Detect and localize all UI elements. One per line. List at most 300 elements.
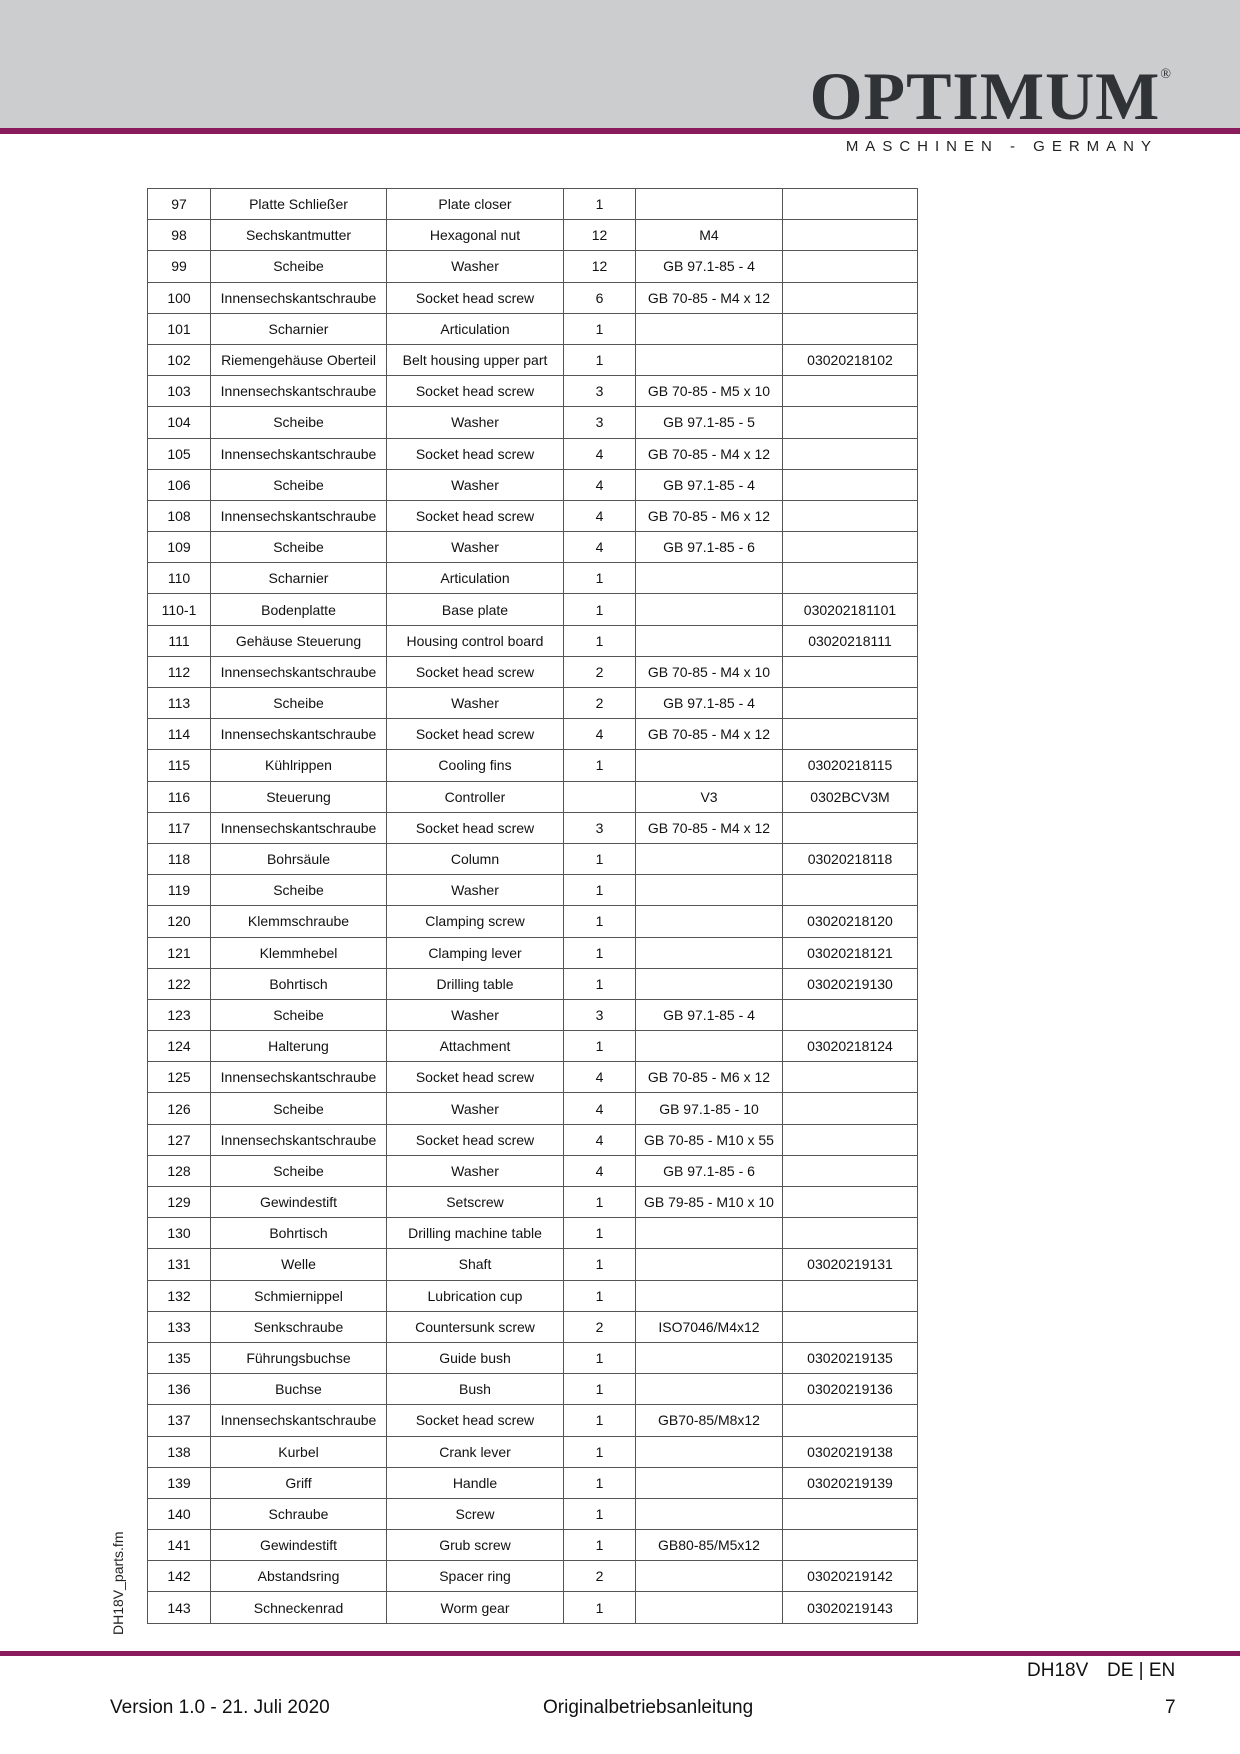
table-row — [148, 500, 918, 531]
quantity-cell: 1 — [564, 1498, 636, 1529]
quantity-cell — [564, 781, 636, 812]
size-cell — [636, 1561, 783, 1592]
table-row — [148, 407, 918, 438]
table-row — [148, 843, 918, 874]
pos-cell: 117 — [148, 812, 211, 843]
item-number-cell — [783, 189, 918, 220]
english-name-cell: Cooling fins — [387, 750, 564, 781]
item-number-cell — [783, 313, 918, 344]
item-number-cell — [783, 1155, 918, 1186]
quantity-cell: 12 — [564, 251, 636, 282]
size-cell: GB70-85/M8x12 — [636, 1405, 783, 1436]
english-name-cell: Washer — [387, 1093, 564, 1124]
german-name-cell: Innensechskantschraube — [211, 656, 387, 687]
german-name-cell: Innensechskantschraube — [211, 282, 387, 313]
quantity-cell: 1 — [564, 1249, 636, 1280]
pos-cell: 124 — [148, 1031, 211, 1062]
english-name-cell: Setscrew — [387, 1187, 564, 1218]
english-name-cell: Socket head screw — [387, 1062, 564, 1093]
table-row — [148, 1561, 918, 1592]
table-row — [148, 594, 918, 625]
size-cell — [636, 625, 783, 656]
table-row — [148, 1311, 918, 1342]
item-number-cell: 030202181101 — [783, 594, 918, 625]
table-row — [148, 532, 918, 563]
quantity-cell: 1 — [564, 1187, 636, 1218]
german-name-cell: Gewindestift — [211, 1187, 387, 1218]
quantity-cell: 4 — [564, 719, 636, 750]
pos-cell: 129 — [148, 1187, 211, 1218]
quantity-cell: 1 — [564, 313, 636, 344]
german-name-cell: Schneckenrad — [211, 1592, 387, 1623]
item-number-cell: 0302BCV3M — [783, 781, 918, 812]
table-row — [148, 625, 918, 656]
english-name-cell: Hexagonal nut — [387, 220, 564, 251]
pos-cell: 120 — [148, 906, 211, 937]
german-name-cell: Scheibe — [211, 407, 387, 438]
german-name-cell: Schraube — [211, 1498, 387, 1529]
english-name-cell: Socket head screw — [387, 1124, 564, 1155]
german-name-cell: Abstandsring — [211, 1561, 387, 1592]
pos-cell: 103 — [148, 376, 211, 407]
item-number-cell — [783, 407, 918, 438]
item-number-cell: 03020219143 — [783, 1592, 918, 1623]
table-row — [148, 937, 918, 968]
logo-tagline: MASCHINEN - GERMANY — [845, 138, 1158, 155]
german-name-cell: Führungsbuchse — [211, 1342, 387, 1373]
quantity-cell: 2 — [564, 688, 636, 719]
item-number-cell — [783, 1311, 918, 1342]
table-row — [148, 906, 918, 937]
item-number-cell — [783, 500, 918, 531]
size-cell: GB 70-85 - M4 x 10 — [636, 656, 783, 687]
item-number-cell — [783, 1280, 918, 1311]
item-number-cell: 03020218124 — [783, 1031, 918, 1062]
table-row — [148, 1062, 918, 1093]
table-row — [148, 1374, 918, 1405]
english-name-cell: Articulation — [387, 313, 564, 344]
german-name-cell: Innensechskantschraube — [211, 1124, 387, 1155]
english-name-cell: Socket head screw — [387, 656, 564, 687]
pos-cell: 121 — [148, 937, 211, 968]
table-row — [148, 719, 918, 750]
german-name-cell: Scheibe — [211, 469, 387, 500]
german-name-cell: Steuerung — [211, 781, 387, 812]
registered-mark: ® — [1160, 67, 1172, 82]
german-name-cell: Scheibe — [211, 532, 387, 563]
size-cell — [636, 937, 783, 968]
german-name-cell: Kurbel — [211, 1436, 387, 1467]
table-row — [148, 781, 918, 812]
item-number-cell: 03020219139 — [783, 1467, 918, 1498]
item-number-cell: 03020219135 — [783, 1342, 918, 1373]
size-cell: GB 97.1-85 - 4 — [636, 688, 783, 719]
german-name-cell: Bohrtisch — [211, 1218, 387, 1249]
english-name-cell: Bush — [387, 1374, 564, 1405]
quantity-cell: 4 — [564, 1155, 636, 1186]
language-indicator: DE | EN — [1107, 1660, 1176, 1681]
size-cell — [636, 843, 783, 874]
size-cell — [636, 968, 783, 999]
pos-cell: 112 — [148, 656, 211, 687]
quantity-cell: 3 — [564, 999, 636, 1030]
quantity-cell: 3 — [564, 812, 636, 843]
german-name-cell: Griff — [211, 1467, 387, 1498]
quantity-cell: 6 — [564, 282, 636, 313]
english-name-cell: Shaft — [387, 1249, 564, 1280]
table-row — [148, 999, 918, 1030]
pos-cell: 119 — [148, 875, 211, 906]
item-number-cell: 03020219130 — [783, 968, 918, 999]
quantity-cell: 1 — [564, 625, 636, 656]
size-cell — [636, 750, 783, 781]
quantity-cell: 2 — [564, 1311, 636, 1342]
german-name-cell: Bodenplatte — [211, 594, 387, 625]
english-name-cell: Crank lever — [387, 1436, 564, 1467]
german-name-cell: Scheibe — [211, 875, 387, 906]
pos-cell: 131 — [148, 1249, 211, 1280]
quantity-cell: 4 — [564, 532, 636, 563]
table-row — [148, 189, 918, 220]
english-name-cell: Drilling table — [387, 968, 564, 999]
english-name-cell: Housing control board — [387, 625, 564, 656]
quantity-cell: 4 — [564, 1093, 636, 1124]
model-name: DH18V — [1027, 1660, 1089, 1681]
size-cell: GB 70-85 - M4 x 12 — [636, 282, 783, 313]
size-cell — [636, 1436, 783, 1467]
side-filename: DH18V_parts.fm — [110, 1531, 126, 1635]
quantity-cell: 2 — [564, 1561, 636, 1592]
pos-cell: 141 — [148, 1530, 211, 1561]
table-row — [148, 1124, 918, 1155]
size-cell — [636, 1342, 783, 1373]
quantity-cell: 1 — [564, 1530, 636, 1561]
item-number-cell: 03020219142 — [783, 1561, 918, 1592]
german-name-cell: Klemmhebel — [211, 937, 387, 968]
german-name-cell: Buchse — [211, 1374, 387, 1405]
size-cell — [636, 563, 783, 594]
version-date: Version 1.0 - 21. Juli 2020 — [110, 1697, 330, 1718]
english-name-cell: Washer — [387, 532, 564, 563]
german-name-cell: Innensechskantschraube — [211, 812, 387, 843]
item-number-cell: 03020218115 — [783, 750, 918, 781]
quantity-cell: 1 — [564, 968, 636, 999]
size-cell — [636, 1592, 783, 1623]
item-number-cell — [783, 220, 918, 251]
german-name-cell: Scheibe — [211, 688, 387, 719]
size-cell: V3 — [636, 781, 783, 812]
pos-cell: 110 — [148, 563, 211, 594]
quantity-cell: 1 — [564, 594, 636, 625]
quantity-cell: 1 — [564, 1218, 636, 1249]
table-row — [148, 220, 918, 251]
size-cell: GB 97.1-85 - 10 — [636, 1093, 783, 1124]
size-cell: GB 97.1-85 - 4 — [636, 251, 783, 282]
item-number-cell — [783, 719, 918, 750]
item-number-cell: 03020219138 — [783, 1436, 918, 1467]
item-number-cell — [783, 1062, 918, 1093]
pos-cell: 108 — [148, 500, 211, 531]
size-cell — [636, 594, 783, 625]
english-name-cell: Drilling machine table — [387, 1218, 564, 1249]
german-name-cell: Innensechskantschraube — [211, 500, 387, 531]
size-cell: GB 70-85 - M6 x 12 — [636, 500, 783, 531]
quantity-cell: 1 — [564, 1405, 636, 1436]
pos-cell: 130 — [148, 1218, 211, 1249]
document-title: Originalbetriebsanleitung — [543, 1697, 754, 1718]
english-name-cell: Washer — [387, 688, 564, 719]
table-row — [148, 251, 918, 282]
item-number-cell — [783, 282, 918, 313]
pos-cell: 104 — [148, 407, 211, 438]
item-number-cell — [783, 563, 918, 594]
quantity-cell: 1 — [564, 1342, 636, 1373]
english-name-cell: Washer — [387, 875, 564, 906]
english-name-cell: Socket head screw — [387, 282, 564, 313]
size-cell: ISO7046/M4x12 — [636, 1311, 783, 1342]
item-number-cell: 03020218121 — [783, 937, 918, 968]
size-cell — [636, 1280, 783, 1311]
english-name-cell: Washer — [387, 407, 564, 438]
pos-cell: 128 — [148, 1155, 211, 1186]
english-name-cell: Countersunk screw — [387, 1311, 564, 1342]
table-row — [148, 344, 918, 375]
table-row — [148, 563, 918, 594]
item-number-cell — [783, 1093, 918, 1124]
pos-cell: 101 — [148, 313, 211, 344]
english-name-cell: Screw — [387, 1498, 564, 1529]
german-name-cell: Innensechskantschraube — [211, 438, 387, 469]
size-cell — [636, 1467, 783, 1498]
english-name-cell: Clamping screw — [387, 906, 564, 937]
table-row — [148, 1467, 918, 1498]
item-number-cell: 03020219136 — [783, 1374, 918, 1405]
quantity-cell: 1 — [564, 1436, 636, 1467]
pos-cell: 135 — [148, 1342, 211, 1373]
english-name-cell: Washer — [387, 469, 564, 500]
quantity-cell: 3 — [564, 376, 636, 407]
english-name-cell: Socket head screw — [387, 719, 564, 750]
table-row — [148, 469, 918, 500]
size-cell — [636, 875, 783, 906]
pos-cell: 138 — [148, 1436, 211, 1467]
size-cell: GB 97.1-85 - 4 — [636, 999, 783, 1030]
pos-cell: 106 — [148, 469, 211, 500]
quantity-cell: 4 — [564, 1062, 636, 1093]
parts-table-body — [148, 189, 918, 1624]
english-name-cell: Articulation — [387, 563, 564, 594]
table-row — [148, 688, 918, 719]
table-row — [148, 656, 918, 687]
german-name-cell: Welle — [211, 1249, 387, 1280]
table-row — [148, 313, 918, 344]
size-cell — [636, 344, 783, 375]
item-number-cell — [783, 1218, 918, 1249]
german-name-cell: Gewindestift — [211, 1530, 387, 1561]
size-cell — [636, 313, 783, 344]
table-row — [148, 1280, 918, 1311]
pos-cell: 98 — [148, 220, 211, 251]
pos-cell: 102 — [148, 344, 211, 375]
table-row — [148, 1155, 918, 1186]
size-cell: GB 70-85 - M5 x 10 — [636, 376, 783, 407]
item-number-cell — [783, 688, 918, 719]
english-name-cell: Guide bush — [387, 1342, 564, 1373]
german-name-cell: Schmiernippel — [211, 1280, 387, 1311]
german-name-cell: Bohrtisch — [211, 968, 387, 999]
pos-cell: 132 — [148, 1280, 211, 1311]
quantity-cell: 3 — [564, 407, 636, 438]
item-number-cell — [783, 1124, 918, 1155]
logo-text: OPTIMUM — [809, 58, 1161, 134]
size-cell: M4 — [636, 220, 783, 251]
german-name-cell: Sechskantmutter — [211, 220, 387, 251]
pos-cell: 137 — [148, 1405, 211, 1436]
size-cell: GB 97.1-85 - 4 — [636, 469, 783, 500]
size-cell: GB80-85/M5x12 — [636, 1530, 783, 1561]
pos-cell: 99 — [148, 251, 211, 282]
english-name-cell: Handle — [387, 1467, 564, 1498]
table-row — [148, 875, 918, 906]
pos-cell: 139 — [148, 1467, 211, 1498]
english-name-cell: Socket head screw — [387, 376, 564, 407]
table-row — [148, 1530, 918, 1561]
table-row — [148, 438, 918, 469]
item-number-cell — [783, 438, 918, 469]
english-name-cell: Socket head screw — [387, 500, 564, 531]
item-number-cell: 03020218120 — [783, 906, 918, 937]
table-row — [148, 1405, 918, 1436]
quantity-cell: 4 — [564, 469, 636, 500]
size-cell — [636, 1218, 783, 1249]
size-cell — [636, 1374, 783, 1405]
pos-cell: 127 — [148, 1124, 211, 1155]
item-number-cell — [783, 251, 918, 282]
table-row — [148, 968, 918, 999]
german-name-cell: Innensechskantschraube — [211, 376, 387, 407]
german-name-cell: Scheibe — [211, 251, 387, 282]
quantity-cell: 4 — [564, 438, 636, 469]
english-name-cell: Column — [387, 843, 564, 874]
quantity-cell: 1 — [564, 906, 636, 937]
size-cell: GB 97.1-85 - 6 — [636, 532, 783, 563]
quantity-cell: 1 — [564, 1031, 636, 1062]
english-name-cell: Spacer ring — [387, 1561, 564, 1592]
size-cell: GB 70-85 - M4 x 12 — [636, 719, 783, 750]
german-name-cell: Senkschraube — [211, 1311, 387, 1342]
german-name-cell: Platte Schließer — [211, 189, 387, 220]
pos-cell: 116 — [148, 781, 211, 812]
pos-cell: 125 — [148, 1062, 211, 1093]
table-row — [148, 1187, 918, 1218]
quantity-cell: 12 — [564, 220, 636, 251]
size-cell — [636, 906, 783, 937]
quantity-cell: 2 — [564, 656, 636, 687]
quantity-cell: 4 — [564, 1124, 636, 1155]
item-number-cell — [783, 1498, 918, 1529]
pos-cell: 126 — [148, 1093, 211, 1124]
german-name-cell: Innensechskantschraube — [211, 719, 387, 750]
pos-cell: 114 — [148, 719, 211, 750]
english-name-cell: Grub screw — [387, 1530, 564, 1561]
english-name-cell: Washer — [387, 999, 564, 1030]
pos-cell: 109 — [148, 532, 211, 563]
quantity-cell: 4 — [564, 500, 636, 531]
pos-cell: 140 — [148, 1498, 211, 1529]
table-row — [148, 1031, 918, 1062]
english-name-cell: Base plate — [387, 594, 564, 625]
german-name-cell: Kühlrippen — [211, 750, 387, 781]
size-cell — [636, 1498, 783, 1529]
quantity-cell: 1 — [564, 875, 636, 906]
item-number-cell: 03020218111 — [783, 625, 918, 656]
quantity-cell: 1 — [564, 1592, 636, 1623]
quantity-cell: 1 — [564, 344, 636, 375]
table-row — [148, 1249, 918, 1280]
quantity-cell: 1 — [564, 750, 636, 781]
quantity-cell: 1 — [564, 563, 636, 594]
german-name-cell: Scharnier — [211, 563, 387, 594]
german-name-cell: Gehäuse Steuerung — [211, 625, 387, 656]
item-number-cell — [783, 376, 918, 407]
german-name-cell: Innensechskantschraube — [211, 1405, 387, 1436]
table-row — [148, 1093, 918, 1124]
pos-cell: 113 — [148, 688, 211, 719]
pos-cell: 110-1 — [148, 594, 211, 625]
parts-table — [147, 188, 918, 1624]
english-name-cell: Socket head screw — [387, 1405, 564, 1436]
item-number-cell — [783, 875, 918, 906]
table-row — [148, 1592, 918, 1623]
table-row — [148, 1436, 918, 1467]
quantity-cell: 1 — [564, 937, 636, 968]
pos-cell: 122 — [148, 968, 211, 999]
english-name-cell: Controller — [387, 781, 564, 812]
english-name-cell: Belt housing upper part — [387, 344, 564, 375]
quantity-cell: 1 — [564, 189, 636, 220]
english-name-cell: Socket head screw — [387, 812, 564, 843]
english-name-cell: Washer — [387, 1155, 564, 1186]
page-number: 7 — [1165, 1697, 1176, 1718]
item-number-cell — [783, 532, 918, 563]
size-cell: GB 70-85 - M4 x 12 — [636, 438, 783, 469]
german-name-cell: Innensechskantschraube — [211, 1062, 387, 1093]
german-name-cell: Riemengehäuse Oberteil — [211, 344, 387, 375]
item-number-cell: 03020218118 — [783, 843, 918, 874]
pos-cell: 111 — [148, 625, 211, 656]
item-number-cell — [783, 999, 918, 1030]
english-name-cell: Plate closer — [387, 189, 564, 220]
english-name-cell: Socket head screw — [387, 438, 564, 469]
item-number-cell — [783, 469, 918, 500]
pos-cell: 118 — [148, 843, 211, 874]
quantity-cell: 1 — [564, 1280, 636, 1311]
german-name-cell: Halterung — [211, 1031, 387, 1062]
german-name-cell: Klemmschraube — [211, 906, 387, 937]
table-row — [148, 812, 918, 843]
size-cell — [636, 1031, 783, 1062]
pos-cell: 142 — [148, 1561, 211, 1592]
item-number-cell — [783, 1405, 918, 1436]
german-name-cell: Bohrsäule — [211, 843, 387, 874]
english-name-cell: Clamping lever — [387, 937, 564, 968]
table-row — [148, 750, 918, 781]
quantity-cell: 1 — [564, 1467, 636, 1498]
size-cell: GB 97.1-85 - 5 — [636, 407, 783, 438]
item-number-cell: 03020219131 — [783, 1249, 918, 1280]
table-row — [148, 1342, 918, 1373]
german-name-cell: Scheibe — [211, 1155, 387, 1186]
